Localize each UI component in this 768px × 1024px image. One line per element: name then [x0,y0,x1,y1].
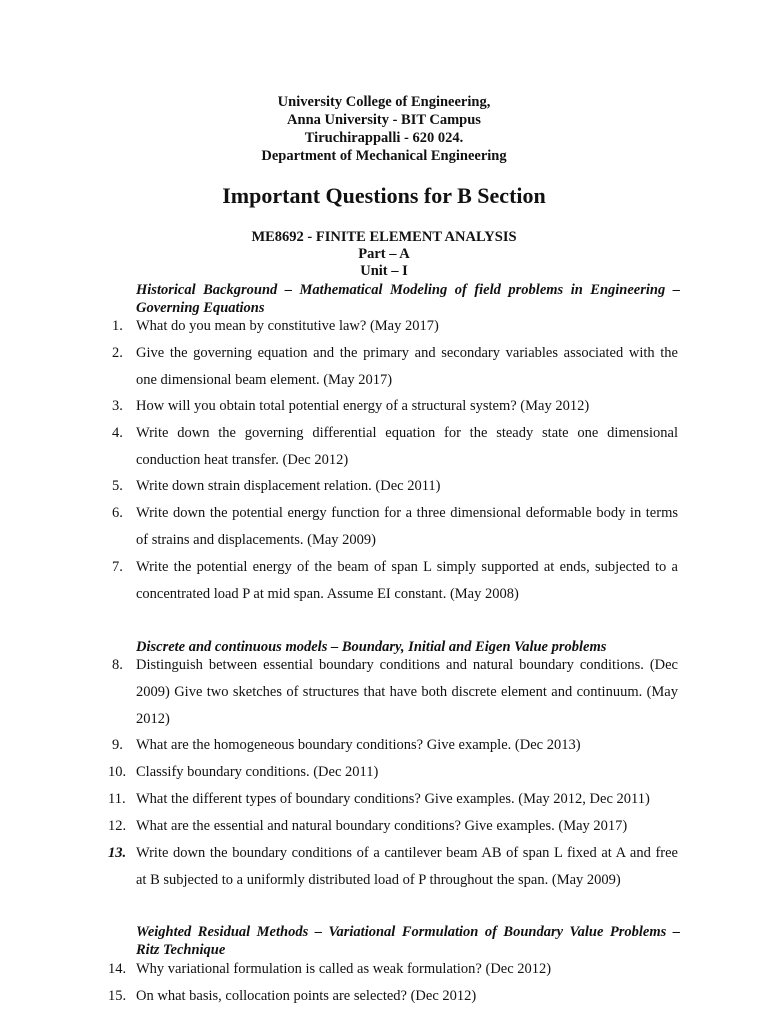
question-number: 3. [112,398,123,414]
university-campus: Anna University - BIT Campus [287,112,481,128]
question-number: 5. [112,478,123,494]
question-number: 7. [112,559,123,575]
question-number: 2. [112,345,123,361]
question-text: What do you mean by constitutive law? (May 2017) [136,318,439,334]
institution-address: Tiruchirappalli - 620 024. [304,130,464,146]
section-heading-continued: Ritz Technique [136,942,226,958]
question-text: Write down the boundary conditions of a cantilever beam AB of span L fixed at A and free [136,845,678,861]
question-number: 8. [112,657,123,673]
question-text: What are the essential and natural boundary conditions? Give examples. (May 2017) [136,818,628,834]
question-number: 4. [112,425,123,441]
question-text: Write down the potential energy function for a three dimensional deformable body in terms [136,505,678,521]
question-text-continued: 2009) Give two sketches of structures that have both discrete element and continuum. (May [136,684,678,700]
question-text-continued: conduction heat transfer. (Dec 2012) [136,452,349,468]
question-text: Distinguish between essential boundary conditions and natural boundary conditions. (Dec [136,657,678,673]
page-title: Important Questions for B Section [222,183,546,208]
question-text: On what basis, collocation points are selected? (Dec 2012) [136,988,477,1004]
section-heading: Weighted Residual Methods – Variational Formulation of Boundary Value Problems – [136,924,680,940]
question-text-continued: of strains and displacements. (May 2009) [136,532,377,548]
question-number: 15. [108,988,127,1004]
question-number: 13. [108,845,127,861]
question-text: What are the homogeneous boundary conditions? Give example. (Dec 2013) [136,737,581,753]
question-text: Write the potential energy of the beam of span L simply supported at ends, subjected to a [136,559,678,575]
question-text-continued: 2012) [136,711,170,727]
department-name: Department of Mechanical Engineering [261,148,507,164]
question-text: Classify boundary conditions. (Dec 2011) [136,764,379,780]
question-text-continued: concentrated load P at mid span. Assume EI constant. (May 2008) [136,586,519,602]
question-text: Why variational formulation is called as weak formulation? (Dec 2012) [136,961,552,977]
question-number: 14. [108,961,127,977]
question-number: 11. [108,791,126,807]
question-number: 12. [108,818,127,834]
part-label: Part – A [358,246,410,262]
section-heading-continued: Governing Equations [136,300,265,316]
question-text-continued: one dimensional beam element. (May 2017) [136,372,393,388]
question-text: Write down strain displacement relation. (Dec 2011) [136,478,441,494]
question-number: 1. [112,318,123,334]
unit-label: Unit – I [360,263,408,279]
question-number: 6. [112,505,123,521]
question-text: Write down the governing differential equation for the steady state one dimensional [136,425,678,441]
question-number: 9. [112,737,123,753]
question-number: 10. [108,764,127,780]
section-heading: Discrete and continuous models – Boundary, Initial and Eigen Value problems [136,639,607,655]
course-code-name: ME8692 - FINITE ELEMENT ANALYSIS [251,229,517,245]
question-text-continued: at B subjected to a uniformly distributed load of P throughout the span. (May 2009) [136,872,621,888]
question-text: What the different types of boundary conditions? Give examples. (May 2012, Dec 2011) [136,791,650,807]
question-text: How will you obtain total potential energy of a structural system? (May 2012) [136,398,590,414]
institution-name: University College of Engineering, [277,94,491,110]
question-text: Give the governing equation and the primary and secondary variables associated with the [136,345,678,361]
section-heading: Historical Background – Mathematical Modeling of field problems in Engineering – [136,282,680,298]
